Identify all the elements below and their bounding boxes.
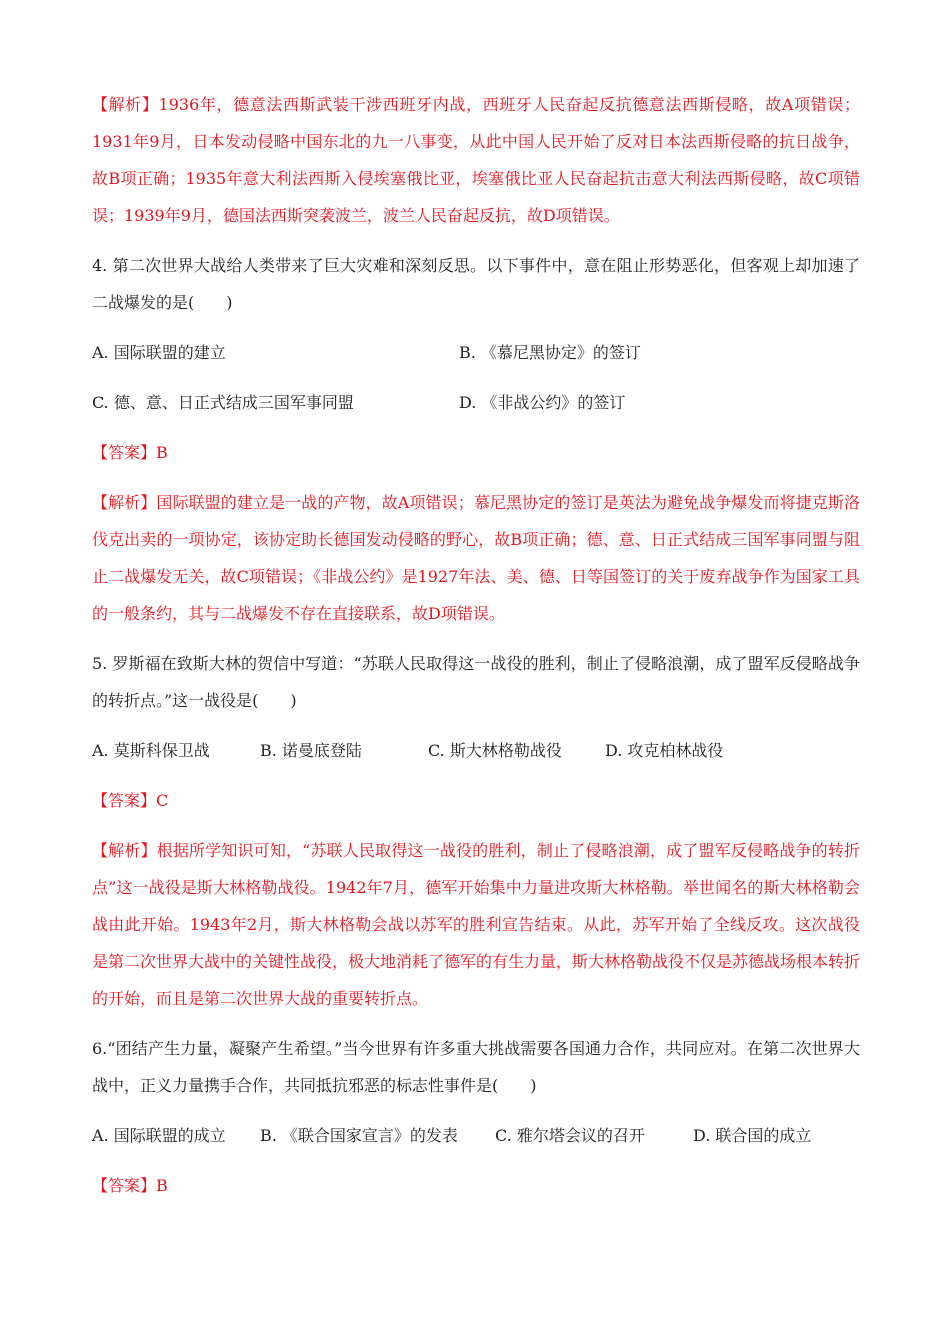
option-c: C. 德、意、日正式结成三国军事同盟 xyxy=(92,393,354,412)
option-a: A. 莫斯科保卫战 xyxy=(92,741,210,760)
option-d: D. 联合国的成立 xyxy=(693,1126,812,1145)
answer-q4 xyxy=(92,434,860,471)
analysis-label: 【解析】 xyxy=(92,841,157,860)
option-d: D. 《非战公约》的签订 xyxy=(459,393,626,412)
analysis-label: 【解析】 xyxy=(92,493,157,512)
option-b: B. 诺曼底登陆 xyxy=(260,741,362,760)
answer-value: C xyxy=(156,791,169,810)
answer-label: 【答案】 xyxy=(92,791,157,810)
analysis-text: 1936年，德意法西斯武装干涉西班牙内战，西班牙人民奋起反抗德意法西斯侵略，故A项错误；1931年9月，日本发动侵略中国东北的九一八事变，从此中国人民开始了反对日本法西斯侵略的抗日战争，故B项正确；1935年意大利法西斯入侵埃塞俄比亚，埃塞俄比亚人民奋起抗击意大利法西斯侵略，故C项错误；1939年9月，德国法西斯突袭波兰，波兰人民奋起反抗，故D项错误。 xyxy=(92,95,860,225)
question-4-options-row-1 xyxy=(92,334,860,371)
answer-value: B xyxy=(156,443,168,462)
option-d: D. 攻克柏林战役 xyxy=(605,741,724,760)
answer-label: 【答案】 xyxy=(92,1176,157,1195)
analysis-q5 xyxy=(92,832,860,1017)
answer-label: 【答案】 xyxy=(92,443,157,462)
question-6-stem: 6.“团结产生力量，凝聚产生希望。”当今世界有许多重大挑战需要各国通力合作，共同应对。在第二次世界大战中，正义力量携手合作，共同抵抗邪恶的标志性事件是( ) xyxy=(92,1039,860,1095)
analysis-q4 xyxy=(92,484,860,632)
analysis-q3 xyxy=(92,86,860,234)
answer-q6 xyxy=(92,1167,860,1204)
question-5-stem: 5. 罗斯福在致斯大林的贺信中写道：“苏联人民取得这一战役的胜利，制止了侵略浪潮，成了盟军反侵略战争的转折点。”这一战役是( ) xyxy=(92,654,860,710)
question-4-options-row-2 xyxy=(92,384,860,421)
option-b: B. 《联合国家宣言》的发表 xyxy=(260,1126,458,1145)
question-5-options xyxy=(92,732,860,769)
analysis-label: 【解析】 xyxy=(92,95,159,114)
option-a: A. 国际联盟的建立 xyxy=(92,343,226,362)
option-b: B. 《慕尼黑协定》的签订 xyxy=(459,343,641,362)
option-c: C. 雅尔塔会议的召开 xyxy=(495,1126,645,1145)
option-c: C. 斯大林格勒战役 xyxy=(428,741,562,760)
answer-value: B xyxy=(156,1176,168,1195)
analysis-text: 国际联盟的建立是一战的产物，故A项错误；慕尼黑协定的签订是英法为避免战争爆发而将捷克斯洛伐克出卖的一项协定，该协定助长德国发动侵略的野心，故B项正确；德、意、日正式结成三国军事同盟与阻止二战爆发无关，故C项错误；《非战公约》是1927年法、美、德、日等国签订的关于废弃战争作为国家工具的一般条约，其与二战爆发不存在直接联系，故D项错误。 xyxy=(92,493,860,623)
question-4-stem: 4. 第二次世界大战给人类带来了巨大灾难和深刻反思。以下事件中，意在阻止形势恶化，但客观上却加速了二战爆发的是( ) xyxy=(92,256,860,312)
option-a: A. 国际联盟的成立 xyxy=(92,1126,226,1145)
analysis-text: 根据所学知识可知，“苏联人民取得这一战役的胜利，制止了侵略浪潮，成了盟军反侵略战争的转折点”这一战役是斯大林格勒战役。1942年7月，德军开始集中力量进攻斯大林格勒。举世闻名的斯大林格勒会战由此开始。1943年2月，斯大林格勒会战以苏军的胜利宣告结束。从此，苏军开始了全线反攻。这次战役是第二次世界大战中的关键性战役，极大地消耗了德军的有生力量，斯大林格勒战役不仅是苏德战场根本转折的开始，而且是第二次世界大战的重要转折点。 xyxy=(92,841,861,1008)
document-page xyxy=(92,86,860,1217)
question-6-options xyxy=(92,1117,860,1154)
answer-q5 xyxy=(92,782,860,819)
